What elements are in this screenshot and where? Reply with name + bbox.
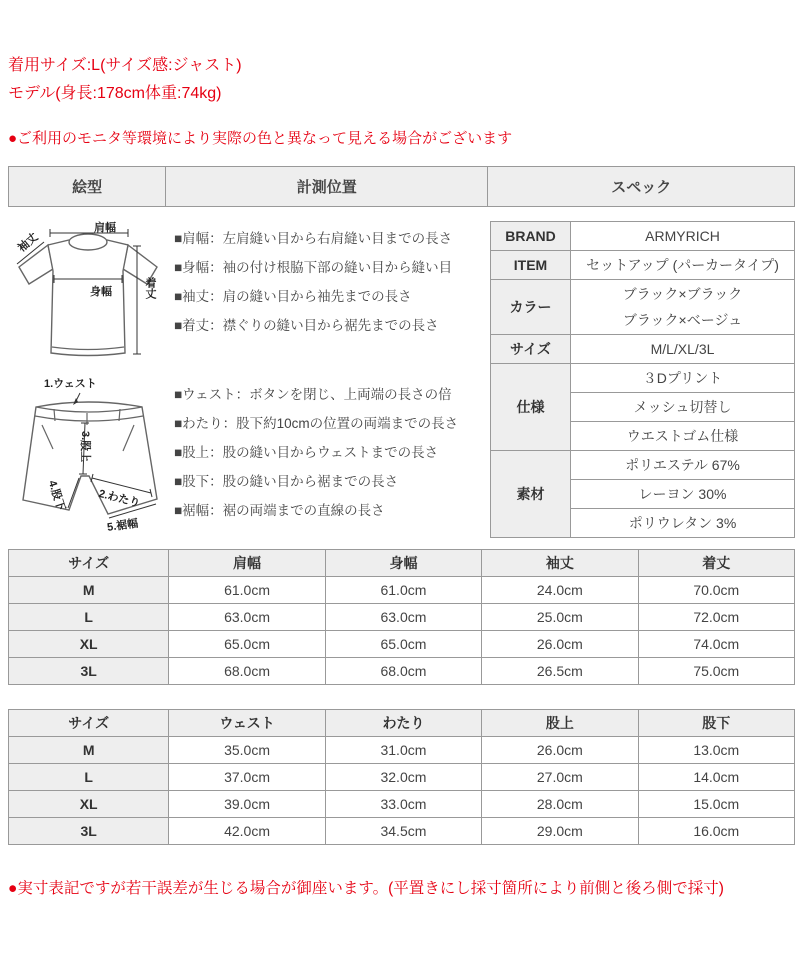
tshirt-label-body-width: 身幅	[90, 286, 112, 298]
measurement-cell: 15.0cm	[638, 791, 794, 818]
column-header-shoulder: 肩幅	[169, 550, 325, 577]
spec-label-feature: 仕様	[491, 364, 571, 451]
size-label-cell: M	[9, 577, 169, 604]
shorts-measurement-notes	[174, 380, 490, 525]
wearing-size-text: 着用サイズ:L(サイズ感:ジャスト)	[8, 57, 242, 74]
shorts-label-thigh-width: 2.わたり	[97, 487, 142, 510]
column-header-length: 着丈	[638, 550, 794, 577]
note-inseam: ■股下：股の縫い目から裾までの長さ	[174, 474, 399, 489]
measurement-cell: 16.0cm	[638, 818, 794, 845]
bottoms-row-l	[9, 764, 795, 791]
measurement-cell: 14.0cm	[638, 764, 794, 791]
spec-label-brand: BRAND	[491, 222, 571, 251]
model-info-text: モデル(身長:178cm体重:74kg)	[8, 85, 222, 102]
measurement-cell: 61.0cm	[325, 577, 481, 604]
spec-column	[490, 207, 795, 543]
measurement-cell: 37.0cm	[169, 764, 325, 791]
tshirt-diagram	[8, 217, 174, 367]
tops-row-3l	[9, 658, 795, 685]
note-body-width: ■身幅：袖の付け根脇下部の縫い目から縫い目	[174, 260, 453, 275]
column-header-sleeve: 袖丈	[482, 550, 638, 577]
column-header-size: サイズ	[9, 710, 169, 737]
bottoms-table-header-row	[9, 710, 795, 737]
measurement-cell: 35.0cm	[169, 737, 325, 764]
tshirt-label-shoulder-width: 肩幅	[94, 222, 116, 234]
note-length: ■着丈：襟ぐりの縫い目から裾先までの長さ	[174, 318, 439, 333]
monitor-color-note: ●ご利用のモニタ等環境により実際の色と異なって見える場合がございます	[8, 130, 513, 147]
size-label-cell: L	[9, 764, 169, 791]
bottoms-row-m	[9, 737, 795, 764]
column-header-body-width: 身幅	[325, 550, 481, 577]
measurement-cell: 28.0cm	[482, 791, 638, 818]
header-col-measure-position: 計測位置	[166, 167, 488, 207]
column-header-rise: 股上	[482, 710, 638, 737]
spec-value-color-2: ブラック×ベージュ	[622, 312, 743, 328]
bottoms-size-table	[8, 709, 795, 845]
measurement-cell: 68.0cm	[169, 658, 325, 685]
shorts-label-rise: 3.股上	[79, 431, 91, 463]
diagram-column	[8, 207, 174, 543]
spec-label-color: カラー	[491, 280, 571, 335]
measurement-cell: 75.0cm	[638, 658, 794, 685]
size-label-cell: M	[9, 737, 169, 764]
measurement-cell: 26.5cm	[482, 658, 638, 685]
section-header-row	[9, 167, 795, 207]
spec-row-size	[491, 335, 795, 364]
spec-label-item: ITEM	[491, 251, 571, 280]
measurement-cell: 63.0cm	[325, 604, 481, 631]
spec-row-item	[491, 251, 795, 280]
note-thigh-width: ■わたり：股下約10cmの位置の両端までの長さ	[174, 416, 459, 431]
spec-value-size: M/L/XL/3L	[571, 335, 795, 364]
header-col-spec: スペック	[488, 167, 795, 207]
shirt-measurement-notes	[174, 224, 490, 340]
shorts-label-waist: 1.ウェスト	[44, 378, 97, 390]
note-rise: ■股上：股の縫い目からウェストまでの長さ	[174, 445, 439, 460]
measurement-cell: 27.0cm	[482, 764, 638, 791]
spec-value-item: セットアップ (パーカータイプ)	[571, 251, 795, 280]
measurement-cell: 32.0cm	[325, 764, 481, 791]
spec-value-material-2: レーヨン 30%	[571, 480, 795, 509]
spec-value-color	[571, 280, 795, 335]
spec-value-brand: ARMYRICH	[571, 222, 795, 251]
size-label-cell: XL	[9, 791, 169, 818]
spec-value-material-3: ポリウレタン 3%	[571, 509, 795, 538]
spec-value-feature-1: ３Dプリント	[571, 364, 795, 393]
spec-value-color-1: ブラック×ブラック	[622, 286, 743, 302]
note-hem-width: ■裾幅：裾の両端までの直線の長さ	[174, 503, 385, 518]
size-label-cell: 3L	[9, 658, 169, 685]
measurement-cell: 42.0cm	[169, 818, 325, 845]
note-shoulder-width: ■肩幅：左肩縫い目から右肩縫い目までの長さ	[174, 231, 453, 246]
size-label-cell: L	[9, 604, 169, 631]
spec-label-material: 素材	[491, 451, 571, 538]
spec-row-brand	[491, 222, 795, 251]
shorts-diagram	[8, 375, 174, 535]
spec-value-feature-3: ウエストゴム仕様	[571, 422, 795, 451]
measurement-cell: 72.0cm	[638, 604, 794, 631]
spec-row-feature	[491, 364, 795, 393]
measurement-disclaimer: ●実寸表記ですが若干誤差が生じる場合が御座います。(平置きにし採寸箇所により前側と後ろ側で採寸)	[8, 880, 724, 897]
measurement-cell: 24.0cm	[482, 577, 638, 604]
tops-table-header-row	[9, 550, 795, 577]
column-header-size: サイズ	[9, 550, 169, 577]
tops-row-xl	[9, 631, 795, 658]
size-label-cell: 3L	[9, 818, 169, 845]
measurement-cell: 25.0cm	[482, 604, 638, 631]
column-header-waist: ウェスト	[169, 710, 325, 737]
measurement-cell: 61.0cm	[169, 577, 325, 604]
measurement-cell: 34.5cm	[325, 818, 481, 845]
measurement-cell: 70.0cm	[638, 577, 794, 604]
measurement-cell: 65.0cm	[325, 631, 481, 658]
column-header-thigh: わたり	[325, 710, 481, 737]
tops-row-l	[9, 604, 795, 631]
measurement-cell: 29.0cm	[482, 818, 638, 845]
note-waist: ■ウェスト：ボタンを閉じ、上両端の長さの倍	[174, 387, 452, 402]
spec-label-size: サイズ	[491, 335, 571, 364]
measurement-cell: 26.0cm	[482, 737, 638, 764]
tops-size-table	[8, 549, 795, 685]
measurement-cell: 65.0cm	[169, 631, 325, 658]
note-sleeve-length: ■袖丈：肩の縫い目から袖先までの長さ	[174, 289, 412, 304]
tshirt-label-length: 着丈	[144, 277, 156, 299]
tshirt-label-sleeve-length: 袖丈	[15, 231, 41, 255]
spec-value-feature-2: メッシュ切替し	[571, 393, 795, 422]
shorts-label-inseam: 4.股下	[45, 478, 67, 513]
measurement-notes-column	[174, 207, 490, 543]
measurement-cell: 26.0cm	[482, 631, 638, 658]
spec-row-material	[491, 451, 795, 480]
measurement-cell: 68.0cm	[325, 658, 481, 685]
measurement-guide-section	[8, 207, 795, 543]
column-header-inseam: 股下	[638, 710, 794, 737]
section-header-table	[8, 166, 795, 207]
measurement-cell: 13.0cm	[638, 737, 794, 764]
measurement-cell: 31.0cm	[325, 737, 481, 764]
spec-table	[490, 221, 795, 538]
spec-value-material-1: ポリエステル 67%	[571, 451, 795, 480]
header-col-diagram: 絵型	[9, 167, 166, 207]
spec-row-color	[491, 280, 795, 335]
measurement-cell: 39.0cm	[169, 791, 325, 818]
tops-row-m	[9, 577, 795, 604]
bottoms-row-3l	[9, 818, 795, 845]
measurement-cell: 63.0cm	[169, 604, 325, 631]
measurement-cell: 33.0cm	[325, 791, 481, 818]
bottoms-row-xl	[9, 791, 795, 818]
measurement-cell: 74.0cm	[638, 631, 794, 658]
shorts-label-hem-width: 5.裾幅	[106, 517, 139, 534]
size-label-cell: XL	[9, 631, 169, 658]
